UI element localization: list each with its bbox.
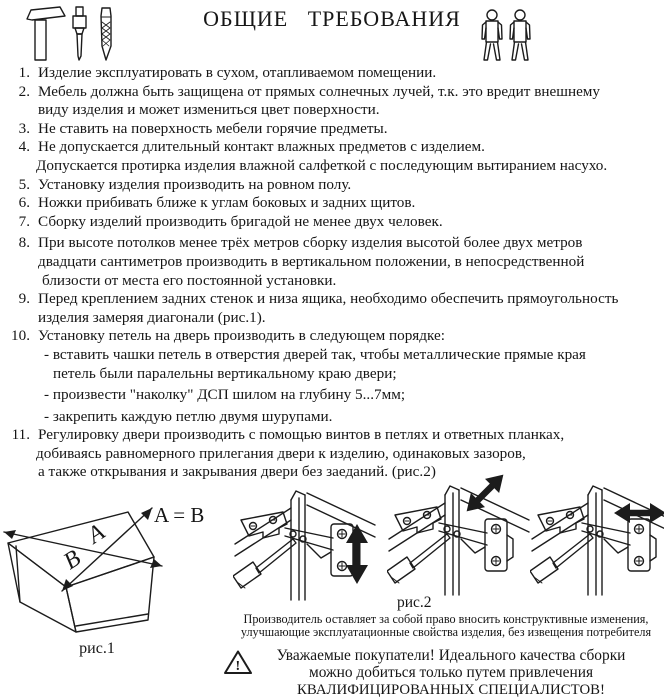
list-line (0, 408, 664, 427)
list-line (0, 426, 664, 445)
list-line (0, 64, 664, 83)
list-line (0, 213, 664, 232)
item-text: Не ставить на поверхность мебели горячие предметы. (38, 119, 388, 137)
item-number: 4. (18, 138, 30, 156)
item-text: Установку изделия производить на ровном полу. (38, 175, 352, 193)
hinge-drawing-diagonal-adjust (387, 473, 532, 599)
warning-line3: КВАЛИФИЦИРОВАННЫХ СПЕЦИАЛИСТОВ! (297, 681, 605, 698)
warning-message (252, 648, 650, 698)
fig1-equation: A = B (154, 503, 205, 527)
item-text: а также открывания и закрывания двери без заеданий. (рис.2) (38, 463, 436, 481)
item-text: Регулировку двери производить с помощью винтов в петлях и ответных планках, (38, 426, 565, 444)
item-number: 10. (11, 327, 30, 345)
list-line (0, 253, 664, 272)
requirements-list (0, 64, 664, 482)
fig1-caption: рис.1 (79, 640, 115, 657)
item-number: 11. (11, 426, 30, 444)
list-line (0, 101, 664, 120)
list-line (0, 157, 664, 176)
page-title: ОБЩИЕ ТРЕБОВАНИЯ (203, 6, 461, 31)
item-text: Установку петель на дверь производить в следующем порядке: (38, 327, 445, 345)
warning-exclamation-mark: ! (235, 659, 241, 674)
item-number: 3. (18, 119, 30, 137)
item-text: - закрепить каждую петлю двумя шурупами. (44, 407, 333, 425)
hinge-drawing-vertical-adjust (233, 478, 378, 604)
fig1-box-diagonals-drawing (2, 486, 227, 644)
item-number: 8. (18, 234, 30, 252)
manufacturer-note-line2: улучшающие эксплуатационные свойства изделия, без извещения потребителя (240, 625, 652, 640)
item-number: 6. (18, 194, 30, 212)
list-line (0, 386, 664, 405)
item-text: петель были паралельны вертикальному краю двери; (53, 364, 397, 382)
manufacturer-note (230, 613, 662, 639)
item-text: Перед креплением задних стенок и низа ящика, необходимо обеспечить прямоугольность (38, 290, 619, 308)
item-number: 9. (18, 290, 30, 308)
list-line (0, 365, 664, 384)
list-line (0, 327, 664, 346)
item-text: Допускается протирка изделия влажной салфеткой с последующим вытиранием насухо. (36, 156, 608, 174)
warning-line2: можно добиться только путем привлечения (308, 663, 594, 681)
list-line (0, 290, 664, 309)
item-text: Изделие эксплуатировать в сухом, отапливаемом помещении. (38, 64, 437, 81)
item-number: 5. (18, 175, 30, 193)
fig1-letter-b: B (59, 545, 86, 576)
warning-triangle-icon (224, 650, 252, 680)
list-line (0, 272, 664, 291)
list-line (0, 346, 664, 365)
item-text: виду изделия и может измениться цвет поверхности. (38, 101, 380, 119)
item-text: Сборку изделий производить бригадой не менее двух человек. (38, 212, 443, 230)
item-text: - произвести "наколку" ДСП шилом на глубину 5...7мм; (44, 386, 406, 404)
item-number: 7. (18, 212, 30, 230)
item-text: Ножки прибивать ближе к углам боковых и задних щитов. (38, 194, 416, 212)
list-line (0, 176, 664, 195)
list-line (0, 194, 664, 213)
item-text: Не допускается длительный контакт влажных предметов с изделием. (38, 138, 485, 156)
item-text: При высоте потолков менее трёх метров сборку изделия высотой более двух метров (38, 234, 583, 252)
item-text: - вставить чашки петель в отверстия дверей так, чтобы металлические прямые края (44, 345, 586, 363)
list-line (0, 120, 664, 139)
warning-line1: Уважаемые покупатели! Идеального качества сборки (276, 647, 626, 664)
hinge-drawing-horizontal-adjust (530, 473, 664, 599)
item-text: двадцати сантиметров производить в вертикальном положении, в непосредственной (38, 252, 585, 270)
item-text: изделия замеряя диагонали (рис.1). (38, 308, 266, 326)
item-text: близости от места его постоянной установки. (42, 271, 337, 289)
list-line (0, 138, 664, 157)
list-line (0, 309, 664, 328)
item-text: Мебель должна быть защищена от прямых солнечных лучей, т.к. это вредит внешнему (38, 82, 601, 100)
item-number: 1. (18, 64, 30, 81)
item-number: 2. (18, 82, 30, 100)
item-text: добиваясь равномерного прилегания двери к изделию, одинаковых зазоров, (36, 444, 526, 462)
manufacturer-note-line1: Производитель оставляет за собой право вносить конструктивные изменения, (243, 612, 649, 626)
list-line (0, 234, 664, 253)
list-line (0, 445, 664, 464)
fig1-letter-a: A (83, 519, 110, 550)
two-persons-icon (481, 8, 535, 67)
fig2-caption: рис.2 (397, 594, 432, 611)
list-line (0, 83, 664, 102)
